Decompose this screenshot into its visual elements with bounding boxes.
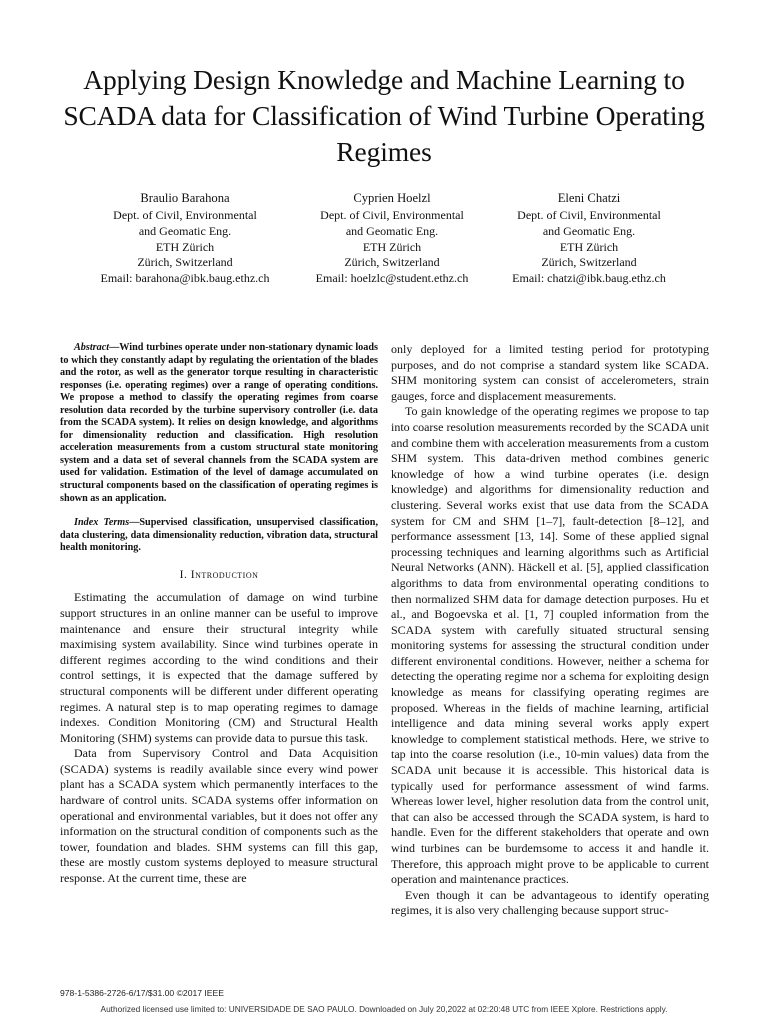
index-terms: [60, 517, 378, 555]
section-number: I.: [179, 567, 191, 581]
paragraph: only deployed for a limited testing period for prototyping purposes, and do not comprise a standard system like SCADA. SHM monitoring system can consist of accelerometers, strain gauges, force and displacement measurements.: [391, 342, 709, 403]
copyright-footer: 978-1-5386-2726-6/17/$31.00 ©2017 IEEE: [60, 988, 225, 998]
paragraph: Data from Supervisory Control and Data Acquisition (SCADA) systems is readily available since every wind power plant has a SCADA system which permanently interfaces to the hardware of control units. SCADA systems offer information on operational and environmental variables, but it does not offer any information on the structural condition of components such as the tower, foundation and blades. SHM systems can fill this gap, these are mostly custom systems deployed to measure structural response. At the current time, these are: [60, 746, 378, 886]
index-terms-text: —Supervised classification, unsupervised classification, data clustering, data dimensionality reduction, vibration data, structural health monitoring.: [60, 517, 378, 554]
author-email: Email: chatzi@ibk.baug.ethz.ch: [512, 271, 666, 286]
paragraph: Estimating the accumulation of damage on wind turbine support structures in an online manner can be useful to improve maintenance and ensure their structural integrity while maximising system availability. Since wind turbines operate in different regimes according to the wind conditions and their control settings, it is expected that the damage suffered by structural components will be different under different operating regimes. A natural step is to map operating regimes to damage indexes. Condition Monitoring (CM) and Structural Health Monitoring (SHM) systems can provide data to pursue this task.: [60, 590, 378, 745]
author-institution: ETH Zürich: [155, 239, 215, 254]
author-institution: ETH Zürich: [559, 239, 619, 254]
author-location: Zürich, Switzerland: [344, 255, 440, 270]
author-dept: Dept. of Civil, Environmental: [113, 208, 257, 222]
abstract-text: —Wind turbines operate under non-stationary dynamic loads to which they constantly adapt by regulating the orientation of the blades and the rotor, as well as the generator torque resulting in characteristic responses (i.e. operating regimes) over a range of operating conditions. We propose a method to classify the operating regimes from coarse resolution data recorded by the turbine supervisory controller (i.e. data from the SCADA system). It relies on design knowledge, and algorithms for dimensionality reduction and classification. High resolution acceleration measurements from a custom structural state monitoring system and a data set of several channels from the SCADA system are used for validation. Estimation of the level of damage accumulated on structural components based on the classification of operating regimes is shown as an application.: [60, 342, 378, 504]
author-dept: and Geomatic Eng.: [138, 223, 232, 238]
author-3: [469, 190, 709, 287]
author-dept: and Geomatic Eng.: [345, 223, 439, 238]
author-name: Eleni Chatzi: [557, 191, 621, 205]
license-footer: Authorized licensed use limited to: UNIVERSIDADE DE SAO PAULO. Downloaded on July 20,2022 at 02:20:48 UTC from IEEE Xplore. Restrictions apply.: [100, 1004, 668, 1014]
author-email: Email: barahona@ibk.baug.ethz.ch: [100, 271, 270, 286]
author-email: Email: hoelzlc@student.ethz.ch: [315, 271, 469, 286]
index-terms-label: Index Terms: [74, 517, 130, 529]
author-location: Zürich, Switzerland: [541, 255, 637, 270]
author-name: Braulio Barahona: [140, 191, 230, 205]
right-column: [391, 342, 709, 919]
paragraph: Even though it can be advantageous to identify operating regimes, it is also very challenging because support struc-: [391, 887, 709, 918]
paragraph: To gain knowledge of the operating regimes we propose to tap into coarse resolution measurements recorded by the SCADA unit and combine them with acceleration measurements from a custom SHM system. This data-driven method combines generic knowledge of how a wind turbine operates (i.e. design knowledge) and algorithms for dimensionality reduction and clustering. Several works exist that use data from the SCADA system for CM and SHM [1–7], fault-detection [8–12], and performance assessment [13, 14]. Some of these applied signal processing techniques and learning algorithms such as Artificial Neural Networks (ANN). Häckell et al. [5], applied classification algorithms to data from environmental operating conditions to then normalized SHM data for damage detection purposes. Hu et al., and Bogoevska et al. [1, 7] coupled information from the SCADA system with carefully situated structural sensing monitoring systems for assessing the structural condition under different environental conditions. However, neither a schema for detecting the operating regime nor a schema for exploiting design knowledge as means for classifying operating regimes are proposed. Whereas in the fields of machine learning, artificial intelligence and data mining several works apply expert knowledge to complement statistical methods. Here, we strive to tap into the coarse resolution (i.e., 10-min values) data from the SCADA unit because it is accessible. This historical data is typically used for performance assessment of wind farms. Whereas lower level, higher resolution data from the control unit, that can also be accessed through the SCADA system, is hard to handle. Even for the different stakeholders that operate and own wind turbines can be burdemsome to access it and handle it. Therefore, this approach might prove to be applicable to current operation and maintenance practices.: [391, 404, 709, 887]
section-title: Introduction: [190, 567, 259, 581]
author-dept: Dept. of Civil, Environmental: [320, 208, 464, 222]
left-column: [60, 342, 378, 887]
author-institution: ETH Zürich: [362, 239, 422, 254]
section-heading-introduction: [60, 567, 378, 583]
author-dept: and Geomatic Eng.: [542, 223, 636, 238]
author-name: Cyprien Hoelzl: [353, 191, 431, 205]
paper-title: Applying Design Knowledge and Machine Learning to SCADA data for Classification of Wind Turbine Operating Regimes: [63, 64, 705, 167]
author-location: Zürich, Switzerland: [137, 255, 233, 270]
author-1: [65, 190, 305, 287]
author-dept: Dept. of Civil, Environmental: [517, 208, 661, 222]
abstract-label: Abstract: [74, 342, 110, 353]
abstract: [60, 342, 378, 505]
